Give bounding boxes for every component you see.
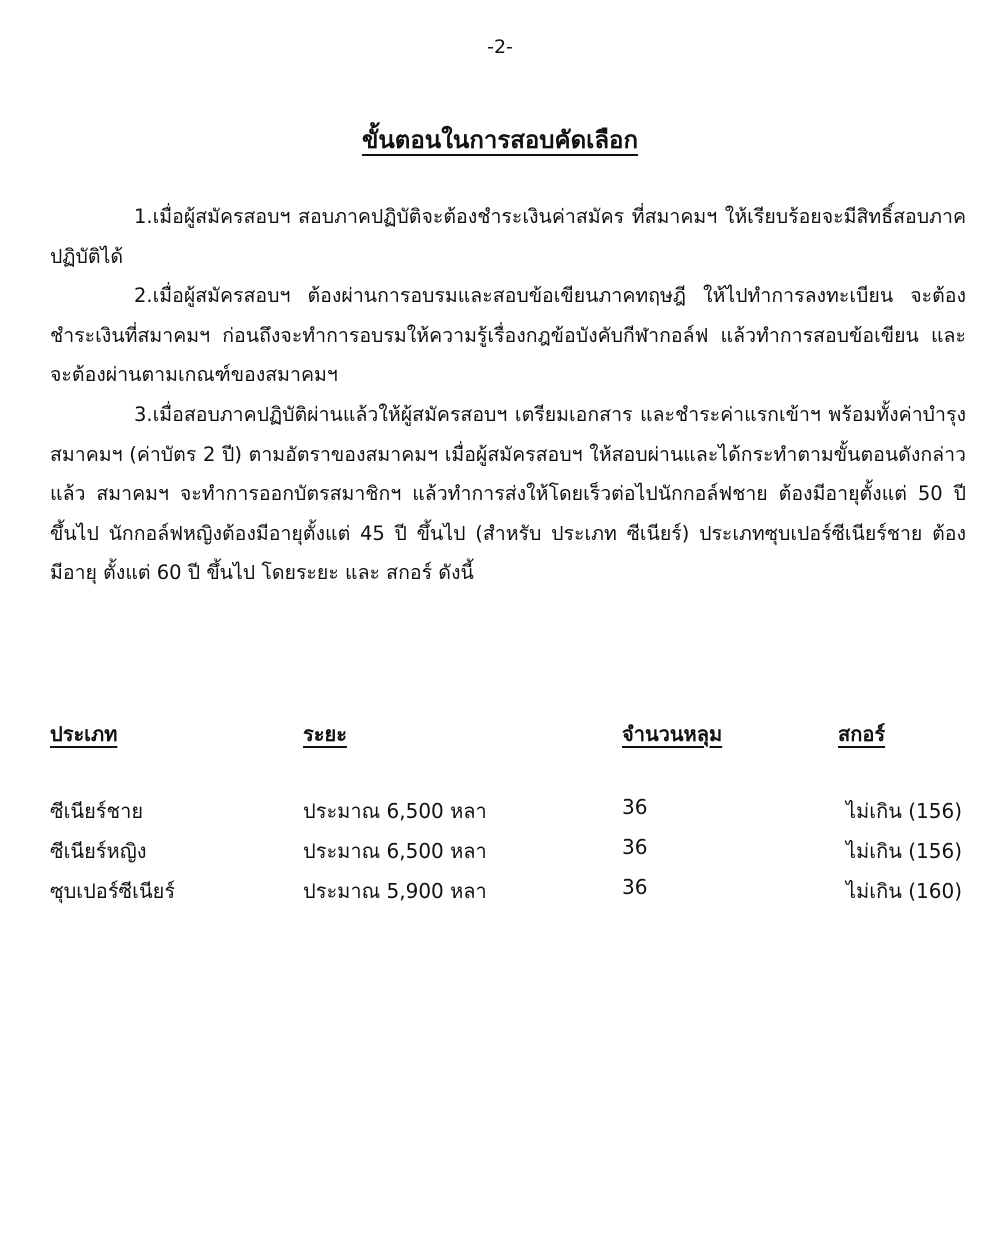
row-holes: 36 [622, 795, 648, 819]
procedure-step-2: 2.เมื่อผู้สมัครสอบฯ ต้องผ่านการอบรมและสอบข้อเขียนภาคทฤษฎี ให้ไปทำการลงทะเบียน จะต้องชำระเงินที่สมาคมฯ ก่อนถึงจะทำการอบรมให้ความรู้เรื่องกฎข้อบังคับกีฬากอล์ฟ แล้วทำการสอบข้อเขียน และจะต้องผ่านตามเกณฑ์ของสมาคมฯ [50, 284, 966, 387]
document-title: ขั้นตอนในการสอบคัดเลือก [361, 126, 639, 154]
procedure-step-3: 3.เมื่อสอบภาคปฏิบัติผ่านแล้วให้ผู้สมัครสอบฯ เตรียมเอกสาร และชำระค่าแรกเข้าฯ พร้อมทั้งค่าบำรุงสมาคมฯ (ค่าบัตร 2 ปี) ตามอัตราของสมาคมฯ เมื่อผู้สมัครสอบฯ ให้สอบผ่านและได้กระทำตามขั้นตอนดังกล่าวแล้ว สมาคมฯ จะทำการออกบัตรสมาชิกฯ แล้วทำการส่งให้โดยเร็วต่อไปนักกอล์ฟชาย ต้องมีอายุตั้งแต่ 50 ปี ขึ้นไป นักกอล์ฟหญิงต้องมีอายุตั้งแต่ 45 ปี ขึ้นไป (สำหรับ ประเภท ซีเนียร์) ประเภทซุบเปอร์ซีเนียร์ชาย ต้องมีอายุ ตั้งแต่ 60 ปี ขึ้นไป โดยระยะ และ สกอร์ ดังนี้ [50, 402, 966, 585]
row-holes: 36 [622, 835, 648, 859]
page-number: -2- [487, 36, 513, 58]
row-holes: 36 [622, 875, 648, 899]
row-score: ไม่เกิน (156) [846, 839, 962, 863]
row-score: ไม่เกิน (156) [846, 799, 962, 823]
procedure-text [50, 197, 966, 593]
row-category: ซุบเปอร์ซีเนียร์ [50, 879, 176, 903]
table-row [50, 835, 962, 875]
procedure-step-1: 1.เมื่อผู้สมัครสอบฯ สอบภาคปฏิบัติจะต้องชำระเงินค่าสมัคร ที่สมาคมฯ ให้เรียบร้อยจะมีสิทธิ์สอบภาคปฏิบัติได้ [50, 205, 966, 268]
header-category: ประเภท [50, 722, 118, 746]
row-distance: ประมาณ 6,500 หลา [303, 839, 487, 863]
header-distance: ระยะ [303, 722, 347, 746]
row-category: ซีเนียร์หญิง [50, 839, 147, 863]
table-row [50, 795, 962, 835]
row-distance: ประมาณ 5,900 หลา [303, 879, 487, 903]
header-score: สกอร์ [838, 722, 886, 746]
criteria-table [50, 718, 962, 915]
table-header-row [50, 718, 962, 758]
row-distance: ประมาณ 6,500 หลา [303, 799, 487, 823]
row-score: ไม่เกิน (160) [846, 879, 962, 903]
header-holes: จำนวนหลุม [622, 722, 723, 746]
table-row [50, 875, 962, 915]
row-category: ซีเนียร์ชาย [50, 799, 144, 823]
